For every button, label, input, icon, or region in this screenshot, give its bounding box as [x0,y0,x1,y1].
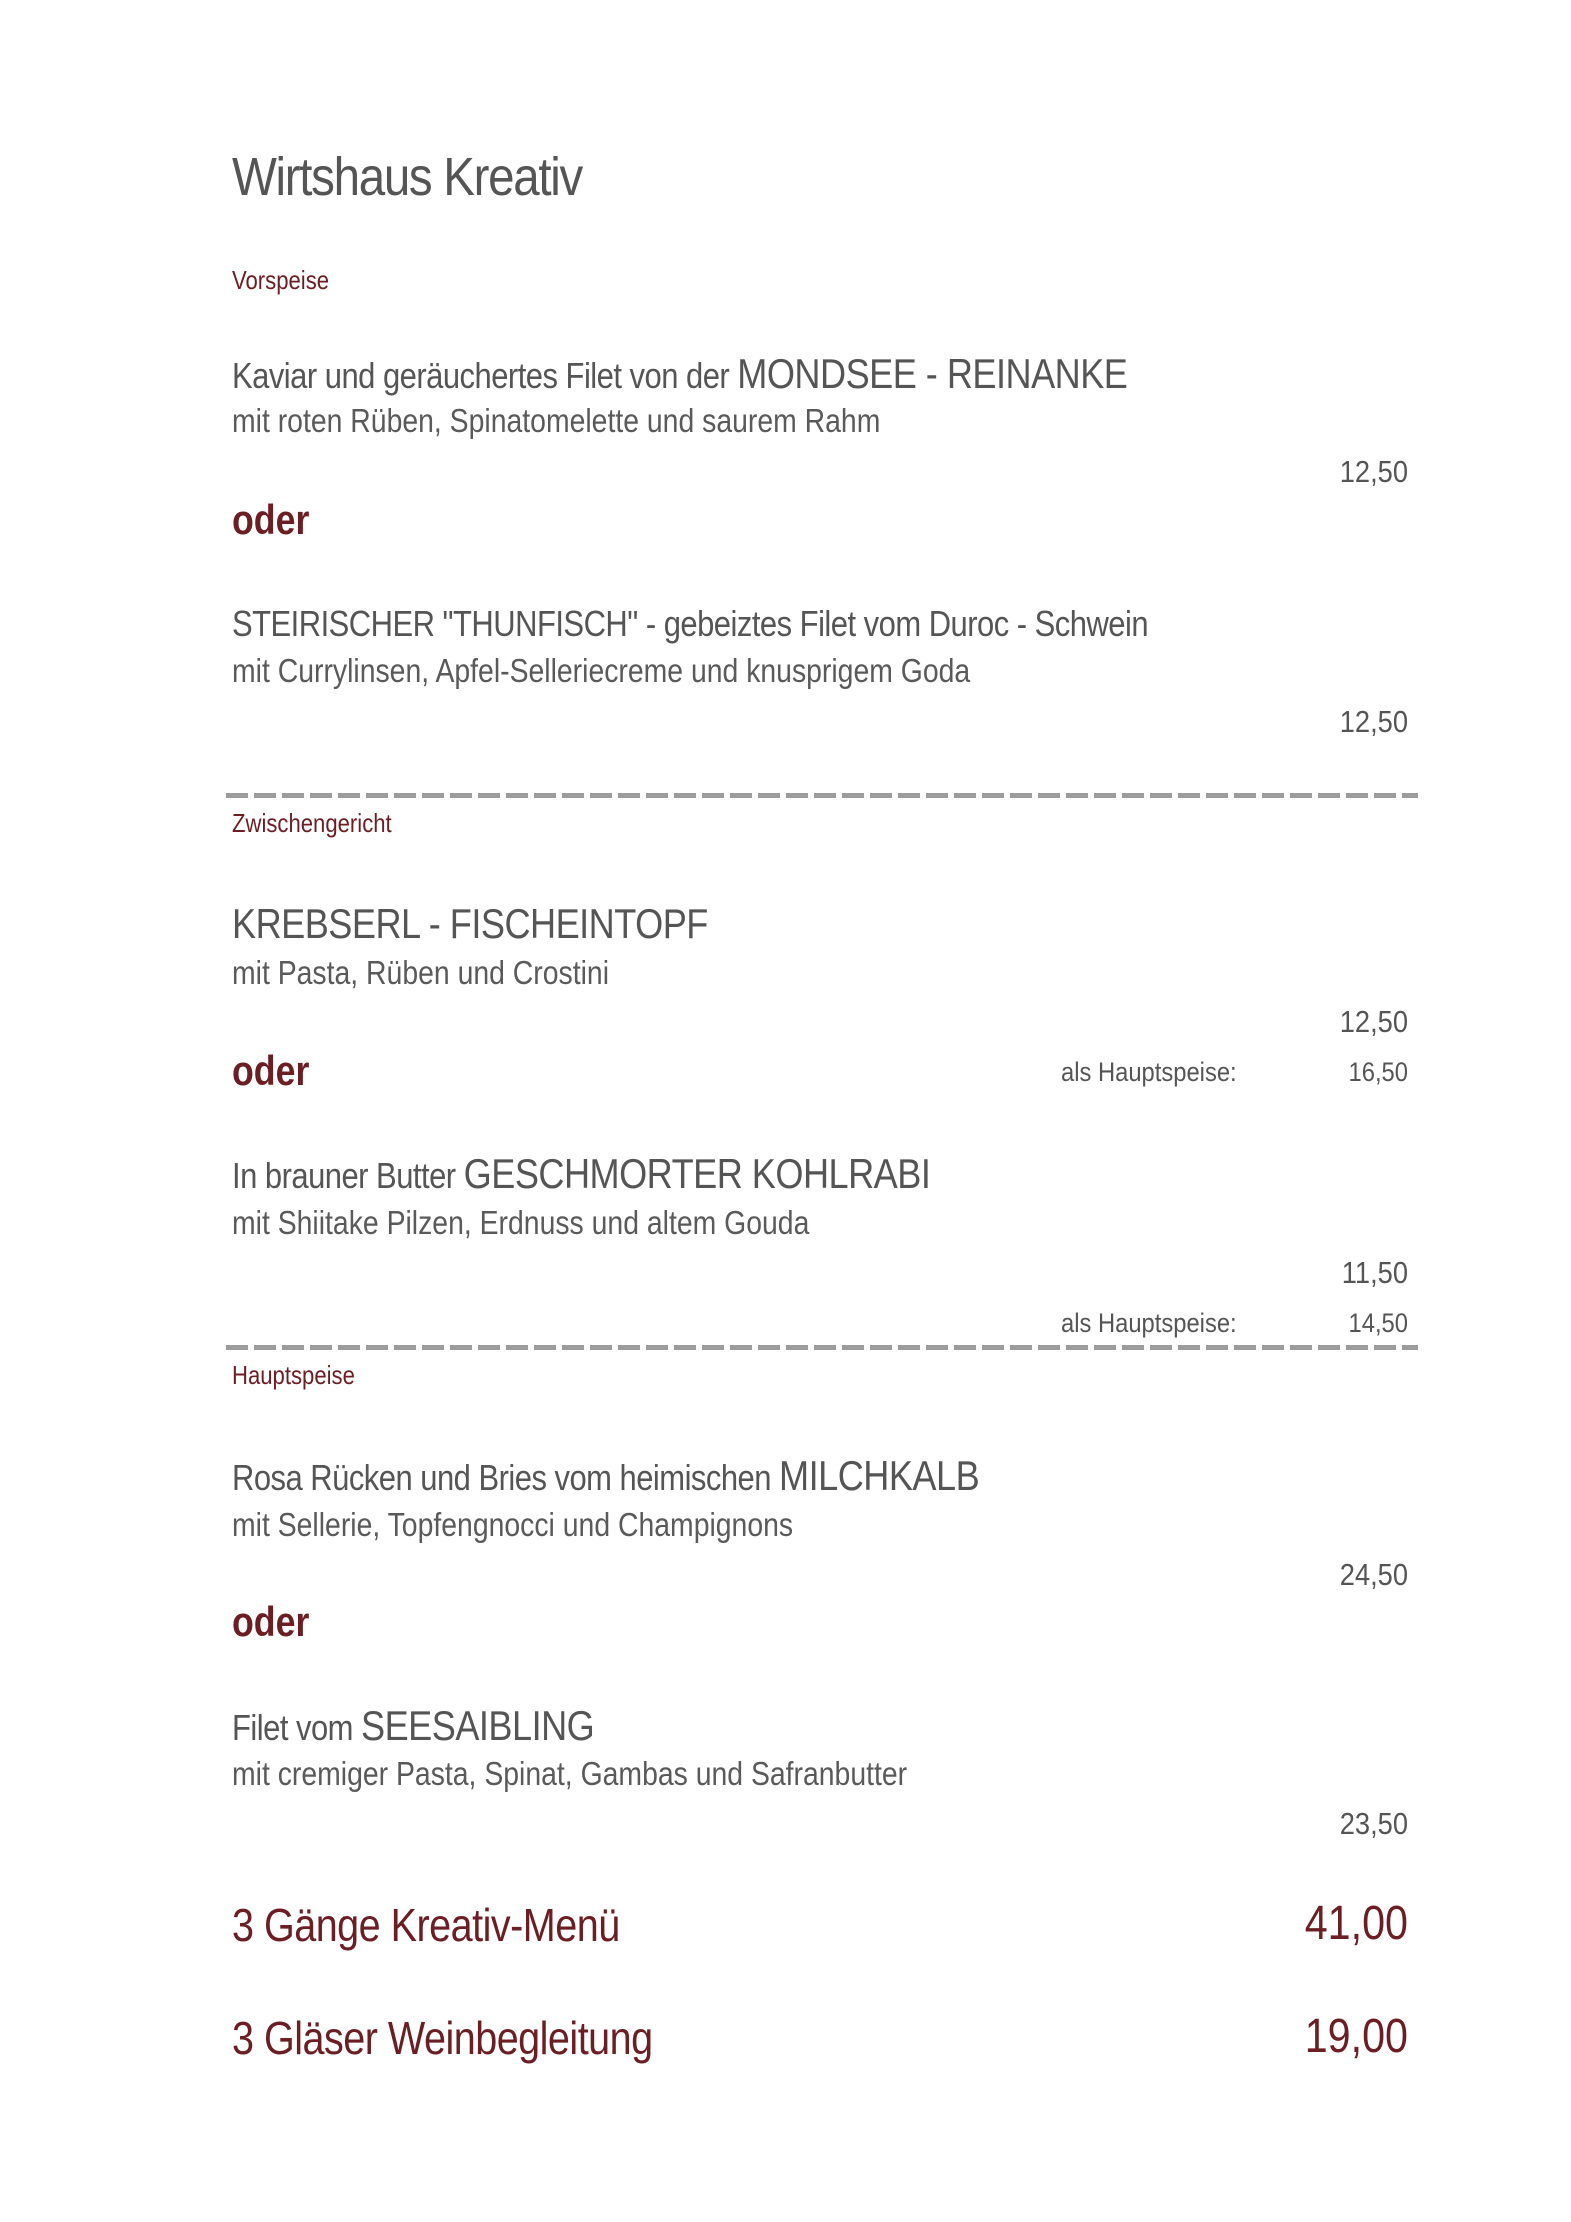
section-label-zwischengericht: Zwischengericht [232,808,392,838]
menu-offer-price: 41,00 [1304,1897,1408,1950]
section-label-vorspeise: Vorspeise [232,265,330,295]
section-label-hauptspeise: Hauptspeise [232,1360,355,1390]
dish-lead: Kaviar und geräuchertes Filet von der [232,355,738,396]
section-divider [226,1345,1418,1350]
dish-lead: KREBSERL - FISCHEINTOPF [232,900,708,947]
wine-pairing-price: 19,00 [1304,2010,1408,2063]
wine-pairing-label: 3 Gläser Weinbegleitung [232,2012,653,2064]
alt-price-label: als Hauptspeise: [1061,1308,1237,1338]
dish-title [232,1150,930,1198]
dish-price: 23,50 [1339,1806,1408,1841]
dish-lead: STEIRISCHER "THUNFISCH" - gebeiztes Filet vom Duroc - Schwein [232,603,1149,644]
dish-highlight: SEESAIBLING [361,1702,595,1749]
dish-price: 24,50 [1339,1557,1408,1592]
dish-highlight: MONDSEE - REINANKE [737,350,1128,397]
dish-price: 12,50 [1339,454,1408,489]
dish-title [232,1452,979,1500]
dish-description: mit roten Rüben, Spinatomelette und saurem Rahm [232,402,881,439]
menu-offer-label: 3 Gänge Kreativ-Menü [232,1899,620,1951]
alt-price: 16,50 [1348,1057,1408,1087]
page-title: Wirtshaus Kreativ [232,147,582,207]
dish-title [232,598,1148,646]
dish-price: 12,50 [1339,1004,1408,1039]
dish-lead: Filet vom [232,1707,362,1748]
dish-lead: In brauner Butter [232,1155,464,1196]
dish-description: mit cremiger Pasta, Spinat, Gambas und Safranbutter [232,1755,908,1792]
dish-price: 12,50 [1339,704,1408,739]
dish-description: mit Pasta, Rüben und Crostini [232,954,610,991]
dish-title [232,1702,594,1750]
dish-price: 11,50 [1341,1255,1408,1290]
dish-description: mit Shiitake Pilzen, Erdnuss und altem Gouda [232,1204,810,1241]
dish-title [232,350,1127,398]
alt-price-label: als Hauptspeise: [1061,1057,1237,1087]
dish-description: mit Currylinsen, Apfel-Selleriecreme und knusprigem Goda [232,652,971,689]
separator-oder: oder [232,496,310,543]
dish-highlight: MILCHKALB [779,1452,980,1499]
alt-price: 14,50 [1348,1308,1408,1338]
dish-highlight: GESCHMORTER KOHLRABI [463,1150,931,1197]
separator-oder: oder [232,1047,310,1094]
separator-oder: oder [232,1598,310,1645]
dish-lead: Rosa Rücken und Bries vom heimischen [232,1457,780,1498]
dish-description: mit Sellerie, Topfengnocci und Champignons [232,1506,794,1543]
dish-title [232,900,708,948]
section-divider [226,793,1418,798]
